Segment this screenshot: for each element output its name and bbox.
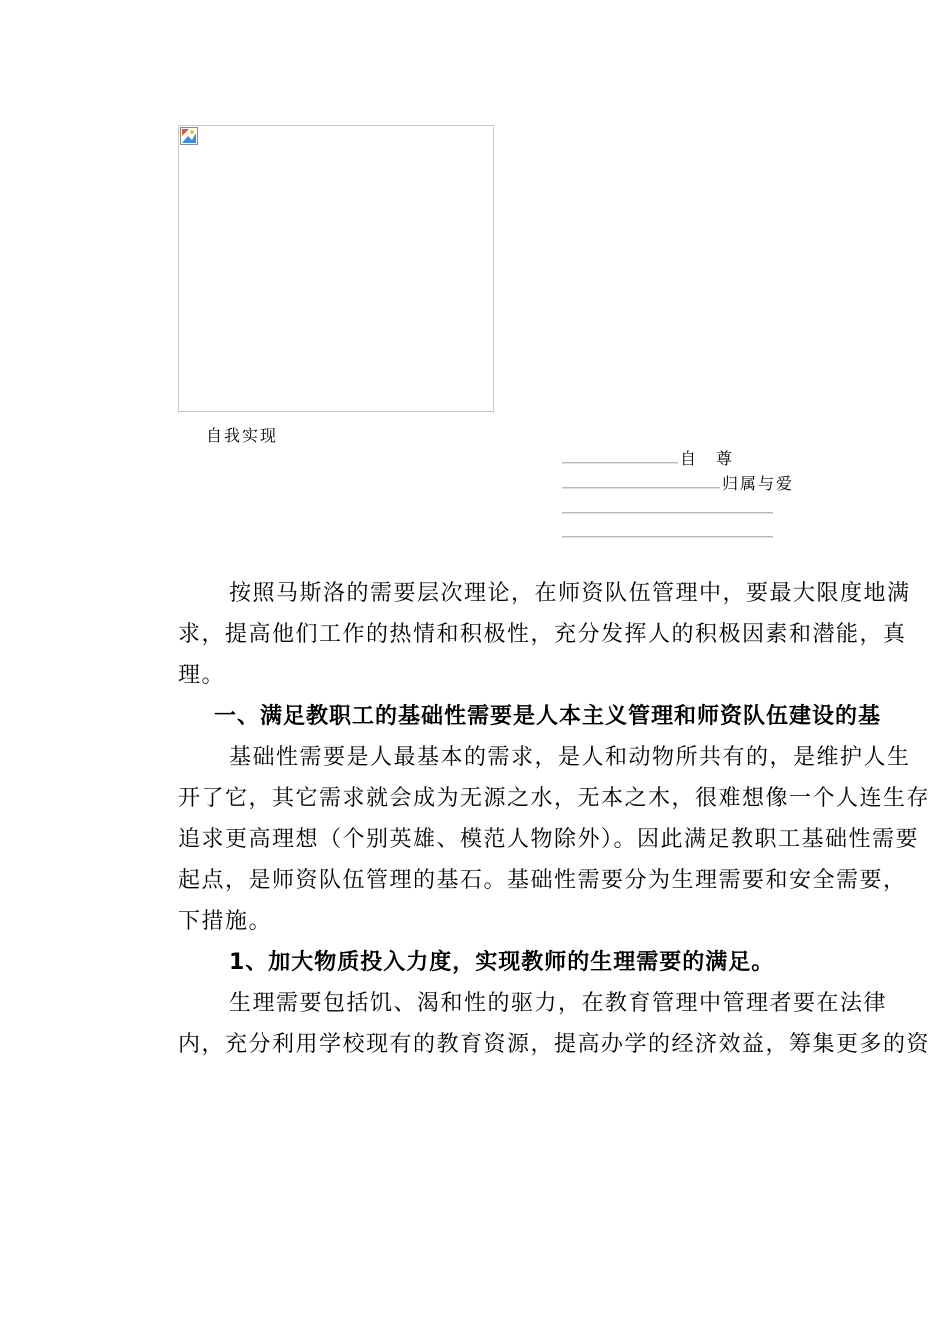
paragraph-line: 起点，是师资队伍管理的基石。基础性需要分为生理需要和安全需要， (178, 868, 907, 893)
paragraph-line: 基础性需要是人最基本的需求，是人和动物所共有的，是维护人生 (229, 745, 911, 770)
paragraph-line: 下措施。 (178, 909, 273, 934)
document-body (178, 576, 950, 1068)
divider-line (562, 487, 720, 489)
paragraph-line: 追求更高理想（个别英雄、模范人物除外）。因此满足教职工基础性需要 (178, 827, 920, 852)
section-heading: 一、满足教职工的基础性需要是人本主义管理和师资队伍建设的基 (214, 704, 882, 729)
paragraph-line: 生理需要包括饥、渴和性的驱力，在教育管理中管理者要在法律 (229, 991, 888, 1016)
subsection-heading: 1、加大物质投入力度，实现教师的生理需要的满足。 (229, 950, 775, 975)
label-esteem: 自 尊 (680, 449, 735, 468)
paragraph-line: 理。 (178, 663, 226, 688)
paragraph-line: 按照马斯洛的需要层次理论，在师资队伍管理中，要最大限度地满 (229, 581, 911, 606)
paragraph-line: 求，提高他们工作的热情和积极性，充分发挥人的积极因素和潜能，真 (178, 622, 907, 647)
paragraph-line: 内，充分利用学校现有的教育资源，提高办学的经济效益，筹集更多的资 (178, 1032, 931, 1057)
divider-line (562, 536, 773, 538)
pyramid-image-placeholder (178, 125, 494, 412)
divider-line (562, 462, 678, 464)
paragraph-line: 开了它，其它需求就会成为无源之水，无本之木，很难想像一个人连生存 (178, 786, 931, 811)
broken-image-icon (180, 127, 198, 145)
label-belonging: 归属与爱 (722, 474, 795, 493)
label-self-actualization: 自我实现 (206, 426, 279, 445)
divider-line (562, 512, 773, 514)
